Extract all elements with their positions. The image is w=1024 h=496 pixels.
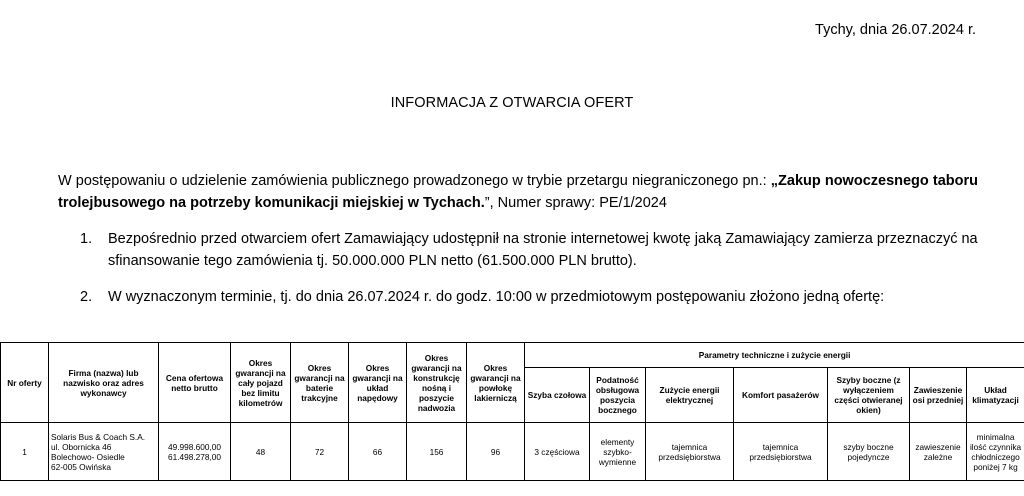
header-nr: Nr oferty bbox=[1, 343, 49, 423]
cell-gw-pojazd: 48 bbox=[231, 423, 291, 481]
header-cena: Cena ofertowa netto brutto bbox=[159, 343, 231, 423]
header-klimatyzacja: Układ klimatyzacji bbox=[967, 368, 1024, 423]
cell-zuzycie: tajemnica przedsiębiorstwa bbox=[646, 423, 734, 481]
cell-gw-baterie: 72 bbox=[291, 423, 349, 481]
cena-brutto: 61.498.278,00 bbox=[167, 451, 222, 462]
header-gw-powloka: Okres gwarancji na powłokę lakierniczą bbox=[467, 343, 525, 423]
list-item-number: 1. bbox=[80, 231, 93, 247]
cell-nr: 1 bbox=[1, 423, 49, 481]
cell-gw-konstrukcja: 156 bbox=[407, 423, 467, 481]
cell-szyby-boczne: szyby boczne pojedyncze bbox=[828, 423, 910, 481]
list-item-offers bbox=[80, 286, 978, 308]
cell-cena bbox=[159, 423, 231, 481]
cell-gw-naped: 66 bbox=[349, 423, 407, 481]
header-zuzycie: Zużycie energii elektrycznej bbox=[646, 368, 734, 423]
document-title: INFORMACJA Z OTWARCIA OFERT bbox=[390, 95, 634, 111]
cell-zawieszenie: zawieszenie zależne bbox=[910, 423, 967, 481]
cell-szyba: 3 częściowa bbox=[525, 423, 590, 481]
document-date: Tychy, dnia 26.07.2024 r. bbox=[815, 22, 976, 38]
header-szyba: Szyba czołowa bbox=[525, 368, 590, 423]
intro-text-part1: W postępowaniu o udzielenie zamówienia publicznego prowadzonego w trybie przetargu niegraniczonego pn.: bbox=[58, 173, 771, 189]
offers-table bbox=[0, 342, 1024, 481]
cell-podatnosc: elementy szybko-wymienne bbox=[590, 423, 646, 481]
header-szyby-boczne: Szyby boczne (z wyłączeniem części otwieranej okien) bbox=[828, 368, 910, 423]
cell-gw-powloka: 96 bbox=[467, 423, 525, 481]
intro-text-part2: ”, Numer sprawy: PE/1/2024 bbox=[484, 195, 667, 211]
header-gw-pojazd: Okres gwarancji na cały pojazd bez limitu kilometrów bbox=[231, 343, 291, 423]
firma-line: 62-005 Owińska bbox=[51, 461, 111, 472]
firma-line: Solaris Bus & Coach S.A. bbox=[51, 431, 146, 442]
cena-netto: 49.998.600,00 bbox=[167, 441, 222, 452]
intro-paragraph bbox=[58, 170, 978, 214]
header-gw-naped: Okres gwarancji na układ napędowy bbox=[349, 343, 407, 423]
header-zawieszenie: Zawieszenie osi przedniej bbox=[910, 368, 967, 423]
firma-line: Bolechowo- Osiedle bbox=[51, 451, 125, 462]
list-item-text: W wyznaczonym terminie, tj. do dnia 26.07.2024 r. do godz. 10:00 w przedmiotowym postępowaniu złożono jedną ofertę: bbox=[108, 289, 885, 305]
intro-procurement-name: „Zakup nowoczesnego taboru trolejbusowego na potrzeby komunikacji miejskiej w Tychach. bbox=[58, 173, 978, 211]
list-item-budget bbox=[80, 228, 978, 272]
header-firma: Firma (nazwa) lub nazwisko oraz adres wykonawcy bbox=[49, 343, 159, 423]
header-gw-konstrukcja: Okres gwarancji na konstrukcję nośną i poszycie nadwozia bbox=[407, 343, 467, 423]
header-podatnosc: Podatność obsługowa poszycia bocznego bbox=[590, 368, 646, 423]
list-item-text: Bezpośrednio przed otwarciem ofert Zamawiający udostępnił na stronie internetowej kwotę jaką Zamawiający zamierza przeznaczyć na sfinansowanie tego zamówienia tj. 50.000.000 PLN netto (61.500.000 PLN brutto). bbox=[108, 231, 978, 269]
table-header-row bbox=[1, 343, 1024, 368]
list-item-number: 2. bbox=[80, 289, 93, 305]
table-row bbox=[1, 423, 1024, 481]
cell-firma bbox=[49, 423, 159, 481]
cell-klimatyzacja: minimalna ilość czynnika chłodniczego poniżej 7 kg bbox=[967, 423, 1024, 481]
header-gw-baterie: Okres gwarancji na baterie trakcyjne bbox=[291, 343, 349, 423]
firma-line: ul. Obornicka 46 bbox=[51, 441, 112, 452]
header-komfort: Komfort pasażerów bbox=[734, 368, 828, 423]
cell-komfort: tajemnica przedsiębiorstwa bbox=[734, 423, 828, 481]
header-params-group: Parametry techniczne i zużycie energii bbox=[525, 343, 1024, 368]
